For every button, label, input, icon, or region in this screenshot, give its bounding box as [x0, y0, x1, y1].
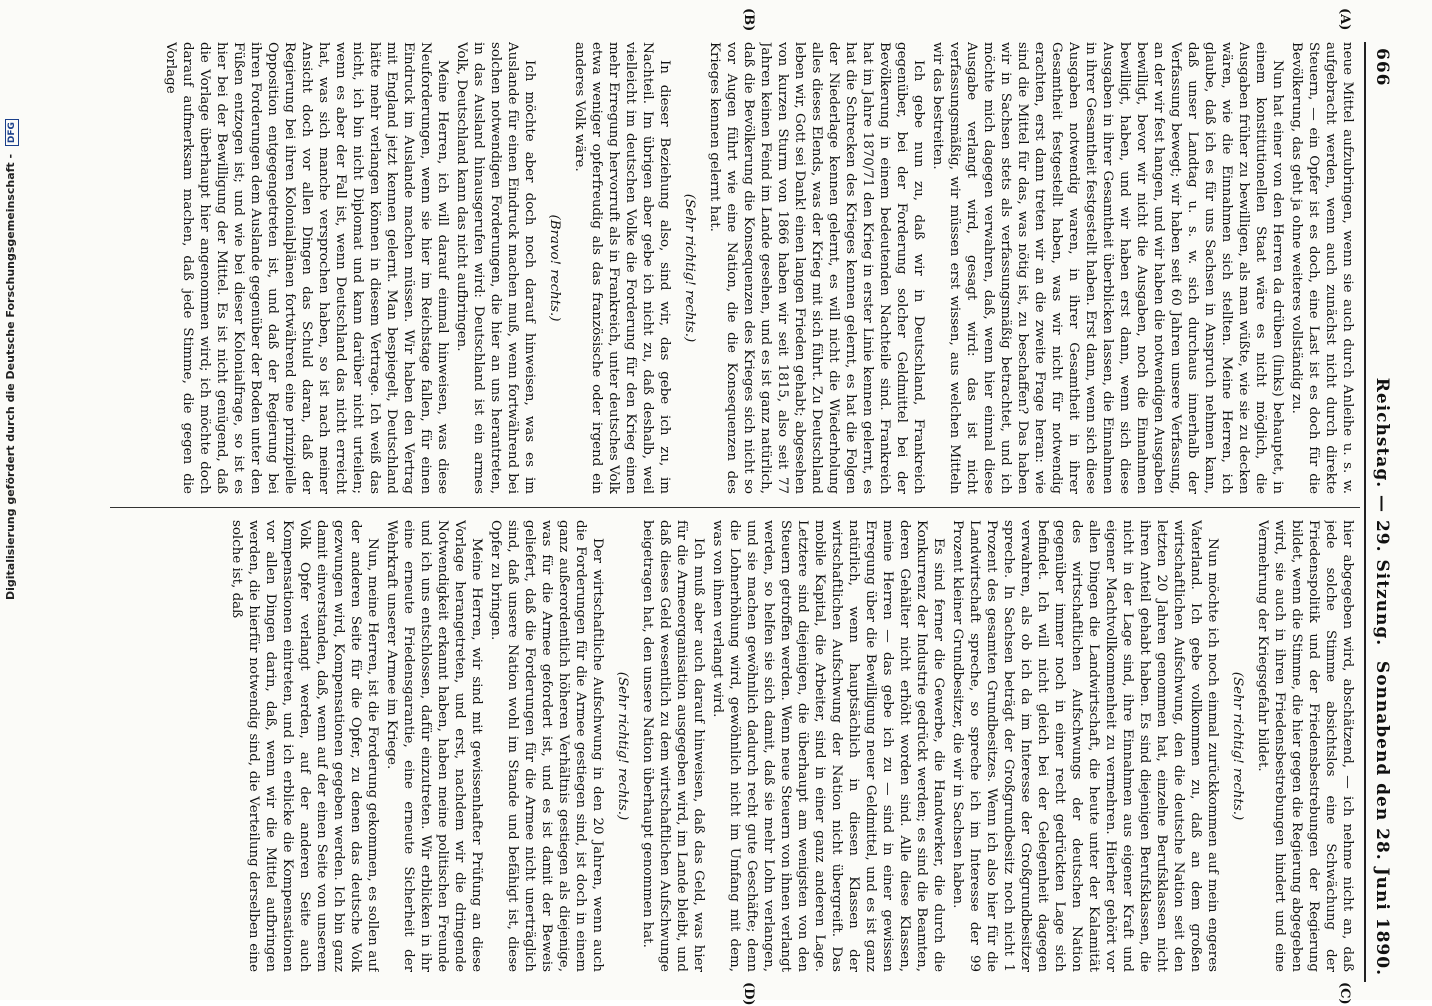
paragraph: Ich gebe nun zu, daß wir in Deutschland, Frankreich gegenüber, bei der Forderung solcher Geldmittel bei der Bevölkerung in einem bedeutenden Nachteile sind. Frankreich hat im Jahre 1870/71 den Krieg in erster Linie kennen gelernt, es hat die Schrecken des Krieges kennen gelernt, es hat die Folgen der Niederlage kennen gelernt, es will nicht die Wiederholung alles dieses Elends, was der Krieg mit sich führt. Zu Deutschland leben wir, Gott sei Dank! einen langen Frieden gehabt; abgesehen von kurzen Sturm von 1866 haben wir seit 1815, also seit 77 Jahren keinen Feind im Lande gesehen, und es ist ganz natürlich, daß die Bevölkerung die Konsequenzen des Krieges sich nicht so vor Augen führt wie eine Nation, die die Konsequenzen des Krieges kennen gelernt hat. [707, 42, 926, 494]
left-column [116, 42, 1356, 494]
audience-reaction: (Sehr richtig! rechts.) [615, 671, 630, 821]
page-title: Reichstag. — 29. Sitzung. [1372, 377, 1392, 647]
column-divider [110, 507, 1360, 508]
margin-mark-d: (D) [741, 982, 756, 1006]
paragraph: Meine Herren, wir sind mit gewissenhafter Prüfung an diese Vorlage herangetreten, und erst, nachdem wir die dringende Notwendigkeit erkannt haben, haben meine politischen Freunde und ich uns entschlossen, dafür einzutreten. Wir erblicken in ihr eine erneute Friedensgarantie, eine erneute Sicherheit der Wehrkraft unserer Armee im Kriege. [384, 520, 484, 972]
paragraph: Nun, meine Herren, ist die Forderung gekommen, es sollen auf der anderen Seite für die Opfer, zu denen das deutsche Volk gezwungen wird, Kompensationen gegeben werden. Ich bin ganz damit einverstanden, daß, wenn auf der einen Seite von unserem Volk Opfer verlangt werden, auf der anderen Seite auch Kompensationen eintreten, und ich erblicke die Kompensationen vor allen Dingen darin, daß, wenn wir die Mittel aufbringen werden, die hierfür notwendig sind, die Verteilung derselben eine solche ist, daß [229, 520, 380, 972]
paragraph: Ich möchte aber doch noch darauf hinweisen, was es im Auslande für einen Eindruck machen muß, wenn fortwährend bei solchen notwendigen Forderungen, die hier an uns herantreten, in das Ausland hinausgerufen wird: Deutschland ist ein armes Volk, Deutschland kann das nicht aufbringen. [454, 42, 537, 494]
credit-text: Digitalisierung gefördert durch die Deutsche Forschungsgemeinschaft - [4, 153, 17, 600]
paragraph: hier abgegeben wird, abschätzend, — ich nehme nicht an, daß jede solche Stimme absichtslos eine Schwächung der Friedenspolitik und der Friedensbestrebungen der Regierung bildet, wenn die Stimme, die hier gegen die Regierung abgegeben wird, sie auch in ihren Friedensbestrebungen hindert und eine Vermehrung der Kriegsgefahr bildet. [1255, 520, 1355, 972]
paragraph: Nun möchte ich noch einmal zurückkommen auf mein engeres Vaterland. Ich gebe vollkommen zu, daß an dem großen wirtschaftlichen Aufschwung, den die deutsche Nation seit den letzten 20 Jahren genommen hat, einzelne Berufsklassen nicht ihren Anteil gehabt haben. Es sind diejenigen Berufsklassen, die nicht in der Lage sind, ihre Einnahmen aus eigener Kraft und eigener Machtvollkommenheit zu vermehren. Hierher gehört vor allen Dingen die Landwirtschaft, die heute unter der Kalamität des wirtschaftlichen Aufschwungs der deutschen Nation gegenüber immer noch in einer recht gedrückten Lage sich befindet. Ich will nicht gleich bei der Gelegenheit dagegen verwahren, als ob ich da im Interesse der Großgrundbesitzer spreche. In Sachsen beträgt der Großgrundbesitz noch nicht 1 Prozent des gesamten Grundbesitzes. Wenn ich also hier für die Landwirtschaft spreche, so spreche ich im Interesse der 99 Prozent kleiner Grundbesitzer, die wir in Sachsen haben. [950, 520, 1220, 972]
audience-reaction: (Sehr richtig! rechts.) [682, 193, 697, 343]
paragraph: Es sind ferner die Gewerbe, die Handwerker, die durch die Konkurrenz der Industrie gedrückt werden; es sind die Beamten, deren Gehälter nicht erhöht worden sind. Alle diese Klassen, meine Herren — das gebe ich zu — sind in einer gewissen Erregung über die Bewilligung neuer Geldmittel, und es ist ganz natürlich, wenn hauptsächlich in diesen Klassen der wirtschaftlichen Aufschwung der Nation nicht übergreift. Das mobile Kapital, die Arbeiter, sind in einer ganz anderen Lage. Letztere sind diejenigen, die überhaupt am wenigsten von den Steuern getroffen werden. Wenn neue Steuern von ihnen verlangt werden, so helfen sie sich damit, daß sie mehr Lohn verlangen, und sie machen gewöhnlich dadurch recht gute Geschäfte; denn die Lohnerhöhung wird, gewöhnlich nicht im Umfang mit dem, was von ihnen verlangt wird. [710, 520, 946, 972]
paragraph: Nun hat einer von den Herren da drüben (links) behauptet, in einem konstitutionellen Staat wäre es nicht möglich, die Ausgaben früher zu bewilligen, als man wüßte, wie sie zu decken wären, wie die Einnahmen sich stellten. Meine Herren, ich glaube, daß ich es für uns Sachsen in Anspruch nehmen kann, daß unser Landtag u. s. w. sich durchaus innerhalb der Verfassung bewegt; wir haben seit 60 Jahren unsere Verfassung, an der wir fest hangen, und wir haben die notwendigen Ausgaben bewilligt, bevor wir nicht die Ausgaben, noch die Einnahmen bewilligt, haben, und wir haben erst dann, wenn sich diese Ausgaben in ihrer Gesamtheit überblicken lassen, die Einnahmen in ihrer Gesamtheit festgestellt haben. Erst dann, wenn sich diese Ausgaben notwendig waren, in ihrer Gesamtheit in ihrer Gesamtheit festgestellt haben, was wir nicht für notwendig erachten, erst dann treten wir an die zweite Frage heran: wie sind die Mittel für das, was nötig ist, zu beschaffen? Das haben wir in Sachsen stets als verfassungsmäßig betrachtet, und ich möchte mich dagegen verwahren, daß, wenn hier einmal diese Ausgabe verlangt wird, gesagt wird: das ist nicht verfassungsmäßig, wir müssen erst wissen, aus welchen Mitteln wir das bestreiten. [930, 42, 1285, 494]
page-number: 666 [1372, 48, 1392, 87]
rotated-page-content [106, 8, 1396, 1006]
margin-mark-a: (A) [1337, 8, 1352, 31]
digitization-credit [4, 122, 20, 600]
audience-reaction: (Sehr richtig! rechts.) [1230, 671, 1245, 821]
paragraph: neue Mittel aufzubringen, wenn sie auch durch Anleihe u. s. w. aufgebracht werden, wenn auch zunächst nicht durch direkte Steuern, — ein Opfer ist es doch, eine Last ist es doch für die Bevölkerung, das geht ja ohne weiteres vollständig zu. [1289, 42, 1355, 494]
dfg-logo: DFG [5, 119, 19, 146]
page-header [1366, 42, 1396, 982]
right-column [116, 520, 1356, 972]
audience-reaction: (Bravo! rechts.) [547, 214, 562, 322]
session-date: Sonnabend den 28. Juni 1890. [1372, 660, 1392, 976]
paragraph: Ich muß aber auch darauf hinweisen, daß das Geld, was hier für die Armeeorganisation ausgegeben wird, im Lande bleibt, und daß dieses Geld wesentlich zu dem wirtschaftlichen Aufschwunge beigetragen hat, den unsere Nation überhaupt genommen hat. [640, 520, 706, 972]
margin-mark-b: (B) [741, 8, 756, 32]
paragraph: In dieser Beziehung also, sind wir, das gebe ich zu, im Nachteil. Im übrigen aber gebe ich nicht zu, daß deshalb, weil vielleicht im deutschen Volke die Forderung für den Krieg einen mehr Erregung hervorruft als in Frankreich, unter deutsches Volk etwa weniger opferfreudig als das französische oder irgend ein anderes Volk wäre. [572, 42, 672, 494]
paragraph: Der wirtschaftliche Aufschwung in den 20 Jahren, wenn auch die Forderungen für die Armee gestiegen sind, ist doch in einem ganz außerordentlich höheren Verhältnis gestiegen als diejenige, was für die Armee gefordert ist, und es ist damit der Beweis geliefert, daß die Forderungen für die Armee nicht unerträglich sind, daß unsere Nation wohl im Stande und befähigt ist, diese Opfer zu bringen. [488, 520, 605, 972]
header-rule [1364, 42, 1366, 982]
margin-mark-c: (C) [1337, 982, 1352, 1005]
paragraph: Meine Herren, ich will darauf einmal hinweisen, was diese Neuforderungen, wenn sie hier im Reichstage fallen, für einen Eindruck im Auslande machen müssen. Wir haben den Vertrag mit England jetzt kennen gelernt. Man bespiegelt, Deutschland hätte mehr verlangen können in diesem Vertrage. Ich weiß das nicht, ich bin nicht Diplomat und kann darüber nicht urteilen; wenn es aber der Fall ist, wenn Deutschland das nicht erreicht hat, was sich manche versprochen haben, so ist nach meiner Ansicht doch vor allen Dingen das Schuld daran, daß der Regierung bei ihren Kolonialplänen fortwährend eine prinzipielle Opposition entgegengetreten ist, und daß der Regierung bei ihren Forderungen dem Auslande gegenüber der Boden unter den Füßen entzogen ist; und wie bei dieser Kolonialfrage, so ist es hier bei der Bewilligung der Mittel. Es ist nicht genügend, daß die Vorlage überhaupt hier angenommen wird; ich möchte doch darauf aufmerksam machen, daß jede Stimme, die gegen die Vorlage [163, 42, 450, 494]
